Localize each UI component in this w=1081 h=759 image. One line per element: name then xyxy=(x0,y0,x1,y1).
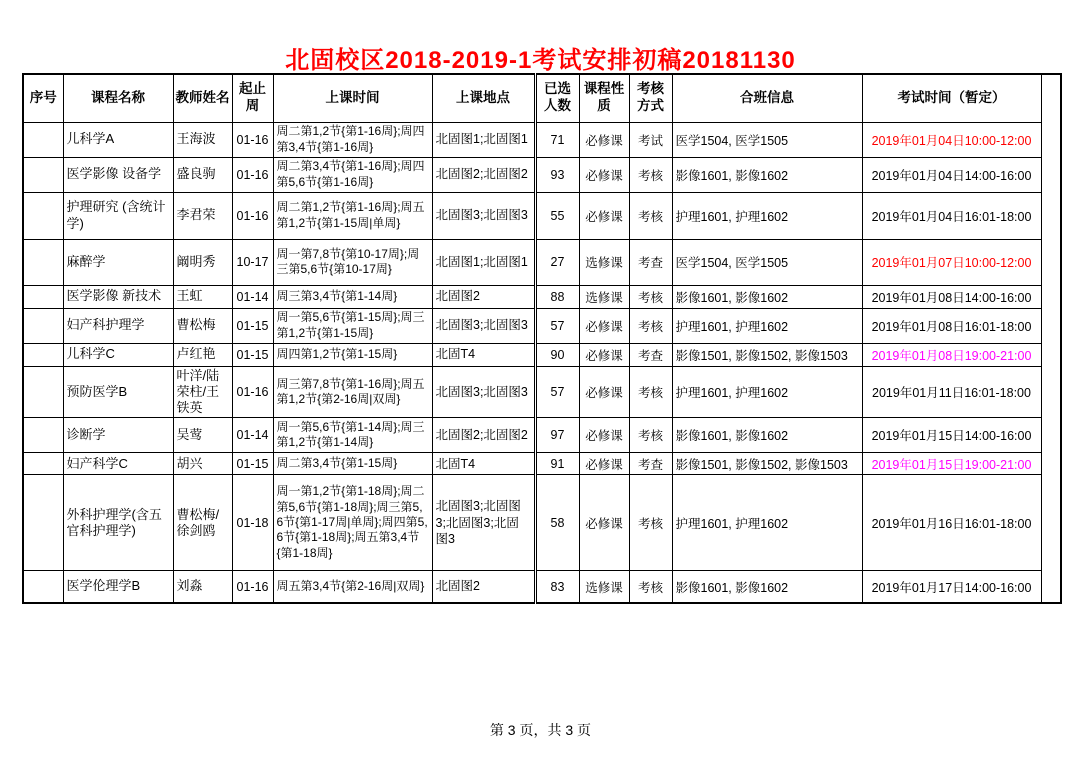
cell-exam-time: 2019年01月08日19:00-21:00 xyxy=(862,343,1041,366)
column-header: 考试时间（暂定） xyxy=(862,74,1041,122)
cell-course-nature: 必修课 xyxy=(579,418,629,453)
cell-week-range: 01-15 xyxy=(232,308,273,343)
cell-seq xyxy=(23,239,63,285)
cell-course-name: 诊断学 xyxy=(63,418,173,453)
table-row xyxy=(23,285,1061,308)
cell-class-time: 周三第3,4节{第1-14周} xyxy=(273,285,432,308)
cell-week-range: 10-17 xyxy=(232,239,273,285)
cell-exam-time: 2019年01月07日10:00-12:00 xyxy=(862,239,1041,285)
cell-teacher-name: 王虹 xyxy=(173,285,232,308)
cell-combined-class-info: 医学1504, 医学1505 xyxy=(672,122,862,157)
cell-teacher-name: 叶洋/陆荣柱/王铁英 xyxy=(173,366,232,418)
cell-class-time: 周五第3,4节{第2-16周|双周} xyxy=(273,571,432,603)
cell-enrolled-count: 27 xyxy=(535,239,579,285)
cell-class-time: 周一第1,2节{第1-18周};周二第5,6节{第1-18周};周三第5,6节{第1-17周|单周};周四第5,6节{第1-18周};周五第3,4节{第1-18周} xyxy=(273,475,432,571)
cell-class-time: 周一第5,6节{第1-14周};周三第1,2节{第1-14周} xyxy=(273,418,432,453)
cell-class-time: 周四第1,2节{第1-15周} xyxy=(273,343,432,366)
cell-combined-class-info: 护理1601, 护理1602 xyxy=(672,475,862,571)
cell-seq xyxy=(23,475,63,571)
cell-course-nature: 必修课 xyxy=(579,453,629,475)
cell-enrolled-count: 97 xyxy=(535,418,579,453)
cell-class-location: 北固图1;北固图1 xyxy=(432,122,535,157)
cell-course-name: 儿科学A xyxy=(63,122,173,157)
cell-teacher-name: 曹松梅 xyxy=(173,308,232,343)
cell-combined-class-info: 影像1501, 影像1502, 影像1503 xyxy=(672,453,862,475)
table-row xyxy=(23,192,1061,239)
cell-week-range: 01-15 xyxy=(232,343,273,366)
cell-seq xyxy=(23,308,63,343)
table-row xyxy=(23,239,1061,285)
table-row xyxy=(23,571,1061,603)
cell-teacher-name: 王海波 xyxy=(173,122,232,157)
cell-course-nature: 必修课 xyxy=(579,366,629,418)
cell-enrolled-count: 57 xyxy=(535,366,579,418)
document-title: 北固校区2018-2019-1考试安排初稿20181130 xyxy=(285,47,796,74)
cell-class-location: 北固图2;北固图2 xyxy=(432,418,535,453)
cell-week-range: 01-15 xyxy=(232,453,273,475)
cell-class-time: 周三第7,8节{第1-16周};周五第1,2节{第2-16周|双周} xyxy=(273,366,432,418)
column-header: 课程性质 xyxy=(579,74,629,122)
cell-enrolled-count: 91 xyxy=(535,453,579,475)
table-row xyxy=(23,343,1061,366)
cell-assessment-method: 考核 xyxy=(629,418,672,453)
column-header: 上课地点 xyxy=(432,74,535,122)
cell-course-nature: 必修课 xyxy=(579,475,629,571)
cell-exam-time: 2019年01月04日16:01-18:00 xyxy=(862,192,1041,239)
cell-course-name: 护理研究 (含统计学) xyxy=(63,192,173,239)
cell-exam-time: 2019年01月16日16:01-18:00 xyxy=(862,475,1041,571)
table-row xyxy=(23,418,1061,453)
column-header: 已选人数 xyxy=(535,74,579,122)
cell-exam-time: 2019年01月15日14:00-16:00 xyxy=(862,418,1041,453)
cell-combined-class-info: 护理1601, 护理1602 xyxy=(672,308,862,343)
cell-exam-time: 2019年01月04日10:00-12:00 xyxy=(862,122,1041,157)
cell-class-location: 北固图3;北固图3;北固图3;北固图3 xyxy=(432,475,535,571)
cell-teacher-name: 卢红艳 xyxy=(173,343,232,366)
cell-class-location: 北固图3;北固图3 xyxy=(432,192,535,239)
column-header: 教师姓名 xyxy=(173,74,232,122)
cell-teacher-name: 盛良驹 xyxy=(173,157,232,192)
page-footer: 第 3 页，共 3 页 xyxy=(489,722,592,738)
cell-enrolled-count: 93 xyxy=(535,157,579,192)
cell-week-range: 01-16 xyxy=(232,192,273,239)
cell-course-name: 医学影像 新技术 xyxy=(63,285,173,308)
cell-seq xyxy=(23,157,63,192)
cell-class-time: 周一第7,8节{第10-17周};周三第5,6节{第10-17周} xyxy=(273,239,432,285)
cell-enrolled-count: 83 xyxy=(535,571,579,603)
cell-seq xyxy=(23,418,63,453)
table-row xyxy=(23,308,1061,343)
cell-course-nature: 必修课 xyxy=(579,157,629,192)
cell-week-range: 01-18 xyxy=(232,475,273,571)
table-row xyxy=(23,366,1061,418)
cell-combined-class-info: 影像1601, 影像1602 xyxy=(672,157,862,192)
cell-seq xyxy=(23,343,63,366)
cell-seq xyxy=(23,192,63,239)
cell-assessment-method: 考核 xyxy=(629,192,672,239)
cell-seq xyxy=(23,366,63,418)
cell-assessment-method: 考核 xyxy=(629,571,672,603)
header-row xyxy=(23,74,1061,122)
cell-exam-time: 2019年01月11日16:01-18:00 xyxy=(862,366,1041,418)
cell-seq xyxy=(23,453,63,475)
cell-course-name: 医学伦理学B xyxy=(63,571,173,603)
cell-week-range: 01-14 xyxy=(232,418,273,453)
cell-week-range: 01-16 xyxy=(232,122,273,157)
cell-week-range: 01-16 xyxy=(232,157,273,192)
cell-class-time: 周二第1,2节{第1-16周};周四第3,4节{第1-16周} xyxy=(273,122,432,157)
cell-course-nature: 必修课 xyxy=(579,122,629,157)
cell-class-location: 北固图3;北固图3 xyxy=(432,366,535,418)
cell-exam-time: 2019年01月08日16:01-18:00 xyxy=(862,308,1041,343)
cell-class-location: 北固图2 xyxy=(432,285,535,308)
cell-course-name: 妇产科护理学 xyxy=(63,308,173,343)
cell-assessment-method: 考核 xyxy=(629,285,672,308)
cell-enrolled-count: 90 xyxy=(535,343,579,366)
cell-course-nature: 选修课 xyxy=(579,239,629,285)
cell-assessment-method: 考试 xyxy=(629,122,672,157)
cell-class-time: 周二第1,2节{第1-16周};周五第1,2节{第1-15周|单周} xyxy=(273,192,432,239)
cell-exam-time: 2019年01月17日14:00-16:00 xyxy=(862,571,1041,603)
table-row xyxy=(23,453,1061,475)
cell-teacher-name: 胡兴 xyxy=(173,453,232,475)
cell-combined-class-info: 护理1601, 护理1602 xyxy=(672,192,862,239)
cell-teacher-name: 曹松梅/徐剑鸥 xyxy=(173,475,232,571)
cell-combined-class-info: 影像1601, 影像1602 xyxy=(672,571,862,603)
cell-exam-time: 2019年01月15日19:00-21:00 xyxy=(862,453,1041,475)
cell-course-name: 麻醉学 xyxy=(63,239,173,285)
cell-week-range: 01-16 xyxy=(232,366,273,418)
cell-assessment-method: 考查 xyxy=(629,239,672,285)
cell-assessment-method: 考核 xyxy=(629,308,672,343)
cell-course-name: 儿科学C xyxy=(63,343,173,366)
cell-course-nature: 必修课 xyxy=(579,343,629,366)
column-header: 合班信息 xyxy=(672,74,862,122)
column-header: 课程名称 xyxy=(63,74,173,122)
cell-teacher-name: 吴莺 xyxy=(173,418,232,453)
cell-enrolled-count: 71 xyxy=(535,122,579,157)
cell-combined-class-info: 影像1601, 影像1602 xyxy=(672,418,862,453)
cell-enrolled-count: 58 xyxy=(535,475,579,571)
cell-course-name: 预防医学B xyxy=(63,366,173,418)
cell-class-location: 北固图3;北固图3 xyxy=(432,308,535,343)
cell-course-nature: 必修课 xyxy=(579,308,629,343)
cell-course-name: 外科护理学(含五官科护理学) xyxy=(63,475,173,571)
table-row xyxy=(23,475,1061,571)
cell-course-name: 医学影像 设备学 xyxy=(63,157,173,192)
exam-schedule-table xyxy=(22,73,1062,604)
empty-margin-column xyxy=(1041,74,1061,603)
cell-course-nature: 必修课 xyxy=(579,192,629,239)
cell-combined-class-info: 护理1601, 护理1602 xyxy=(672,366,862,418)
cell-enrolled-count: 55 xyxy=(535,192,579,239)
cell-week-range: 01-14 xyxy=(232,285,273,308)
cell-assessment-method: 考核 xyxy=(629,475,672,571)
cell-week-range: 01-16 xyxy=(232,571,273,603)
cell-seq xyxy=(23,571,63,603)
column-header: 考核方式 xyxy=(629,74,672,122)
cell-enrolled-count: 88 xyxy=(535,285,579,308)
cell-course-nature: 选修课 xyxy=(579,571,629,603)
cell-class-location: 北固图2 xyxy=(432,571,535,603)
cell-seq xyxy=(23,122,63,157)
cell-class-time: 周二第3,4节{第1-16周};周四第5,6节{第1-16周} xyxy=(273,157,432,192)
column-header: 上课时间 xyxy=(273,74,432,122)
cell-course-name: 妇产科学C xyxy=(63,453,173,475)
cell-enrolled-count: 57 xyxy=(535,308,579,343)
cell-combined-class-info: 影像1601, 影像1602 xyxy=(672,285,862,308)
cell-assessment-method: 考核 xyxy=(629,366,672,418)
cell-assessment-method: 考查 xyxy=(629,453,672,475)
cell-exam-time: 2019年01月08日14:00-16:00 xyxy=(862,285,1041,308)
cell-seq xyxy=(23,285,63,308)
cell-teacher-name: 李君荣 xyxy=(173,192,232,239)
table-row xyxy=(23,157,1061,192)
cell-class-time: 周二第3,4节{第1-15周} xyxy=(273,453,432,475)
cell-assessment-method: 考核 xyxy=(629,157,672,192)
cell-class-location: 北固图2;北固图2 xyxy=(432,157,535,192)
cell-teacher-name: 阚明秀 xyxy=(173,239,232,285)
cell-exam-time: 2019年01月04日14:00-16:00 xyxy=(862,157,1041,192)
cell-teacher-name: 刘淼 xyxy=(173,571,232,603)
column-header: 起止周 xyxy=(232,74,273,122)
table-row xyxy=(23,122,1061,157)
cell-class-location: 北固T4 xyxy=(432,453,535,475)
exam-table-body xyxy=(23,74,1061,603)
cell-class-time: 周一第5,6节{第1-15周};周三第1,2节{第1-15周} xyxy=(273,308,432,343)
cell-class-location: 北固图1;北固图1 xyxy=(432,239,535,285)
cell-course-nature: 选修课 xyxy=(579,285,629,308)
cell-class-location: 北固T4 xyxy=(432,343,535,366)
column-header: 序号 xyxy=(23,74,63,122)
cell-combined-class-info: 影像1501, 影像1502, 影像1503 xyxy=(672,343,862,366)
cell-assessment-method: 考查 xyxy=(629,343,672,366)
cell-combined-class-info: 医学1504, 医学1505 xyxy=(672,239,862,285)
